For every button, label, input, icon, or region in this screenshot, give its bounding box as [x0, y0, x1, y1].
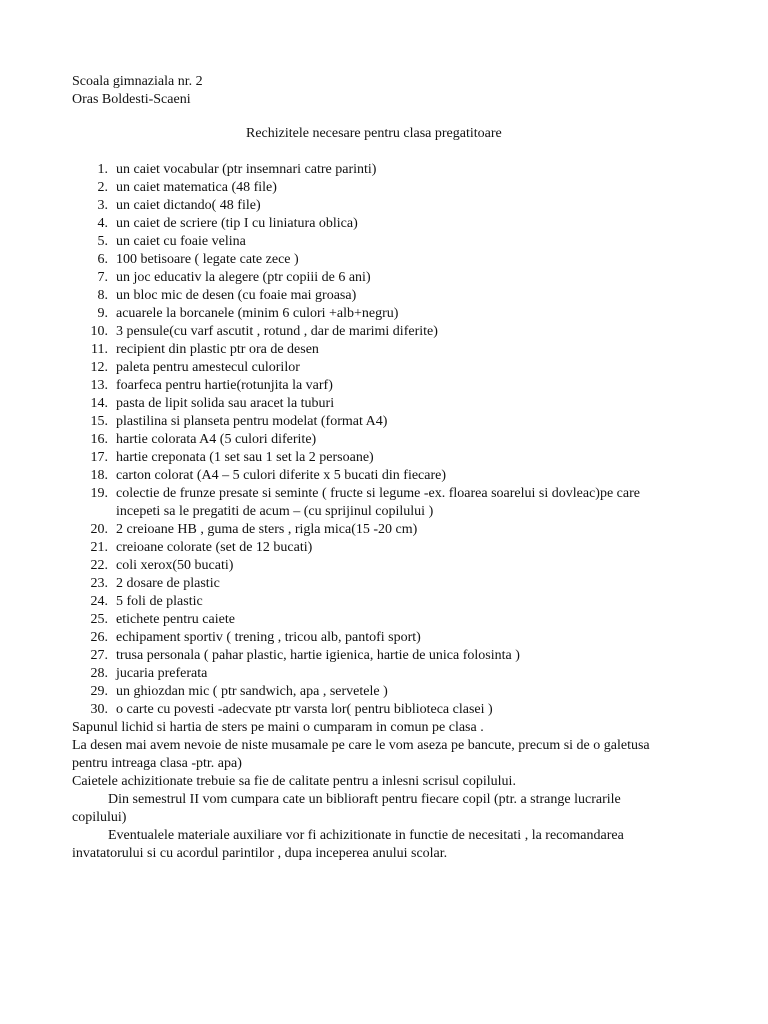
- list-item-text: trusa personala ( pahar plastic, hartie igienica, hartie de unica folosinta ): [116, 648, 520, 663]
- list-item-text: 2 dosare de plastic: [116, 576, 220, 591]
- list-item-number: 9.: [97, 306, 108, 321]
- list-item-number: 11.: [91, 342, 108, 357]
- list-item: [72, 269, 712, 287]
- note-soap: Sapunul lichid si hartia de sters pe maini o cumparam in comun pe clasa .: [72, 720, 484, 735]
- list-item: [72, 197, 712, 215]
- list-item: [72, 233, 712, 251]
- list-item-number: 30.: [90, 702, 108, 717]
- list-item-text: jucaria preferata: [116, 666, 208, 681]
- list-item-text: 100 betisoare ( legate cate zece ): [116, 252, 299, 267]
- list-item-number: 19.: [90, 486, 108, 501]
- list-item: [72, 665, 712, 683]
- list-item-number: 17.: [90, 450, 108, 465]
- list-item: [72, 287, 712, 305]
- list-item: [72, 251, 712, 269]
- notes-section: [72, 719, 712, 863]
- list-item-text: un joc educativ la alegere (ptr copiii de 6 ani): [116, 270, 371, 285]
- list-item-text: 3 pensule(cu varf ascutit , rotund , dar de marimi diferite): [116, 324, 438, 339]
- list-item: [72, 611, 712, 629]
- note-drawing-line-2: pentru intreaga clasa -ptr. apa): [72, 756, 242, 771]
- list-item-text: un ghiozdan mic ( ptr sandwich, apa , servetele ): [116, 684, 388, 699]
- list-item-number: 21.: [90, 540, 108, 555]
- list-item-number: 10.: [90, 324, 108, 339]
- list-item: [72, 395, 712, 413]
- document-page: [72, 73, 712, 863]
- note-notebooks: Caietele achizitionate trebuie sa fie de calitate pentru a inlesni scrisul copilului.: [72, 774, 516, 789]
- list-item: [72, 539, 712, 557]
- list-item-number: 25.: [90, 612, 108, 627]
- list-item-text: un caiet cu foaie velina: [116, 234, 246, 249]
- list-item-number: 7.: [97, 270, 108, 285]
- list-item-number: 23.: [90, 576, 108, 591]
- school-name: Scoala gimnaziala nr. 2: [72, 74, 203, 89]
- list-item-number: 15.: [90, 414, 108, 429]
- list-item-text: hartie colorata A4 (5 culori diferite): [116, 432, 317, 447]
- list-item-text: foarfeca pentru hartie(rotunjita la varf): [116, 378, 333, 393]
- list-item-number: 6.: [97, 252, 108, 267]
- note-semester-line-1: Din semestrul II vom cumpara cate un biblioraft pentru fiecare copil (ptr. a strange lucrarile: [108, 792, 621, 807]
- list-item: [72, 593, 712, 611]
- list-item-text: un caiet vocabular (ptr insemnari catre parinti): [116, 162, 377, 177]
- list-item-number: 20.: [90, 522, 108, 537]
- list-item-text: recipient din plastic ptr ora de desen: [116, 342, 319, 357]
- list-item: [72, 647, 712, 665]
- list-item-number: 28.: [90, 666, 108, 681]
- list-item-number: 18.: [90, 468, 108, 483]
- list-item-number: 16.: [90, 432, 108, 447]
- list-item-number: 2.: [97, 180, 108, 195]
- list-item: [72, 359, 712, 377]
- list-item: [72, 683, 712, 701]
- list-item: [72, 305, 712, 323]
- list-item-number: 14.: [90, 396, 108, 411]
- list-item: [72, 323, 712, 341]
- list-item-number: 8.: [97, 288, 108, 303]
- list-item-text: coli xerox(50 bucati): [116, 558, 234, 573]
- list-item: [72, 161, 712, 179]
- list-item: [72, 485, 712, 521]
- list-item: [72, 341, 712, 359]
- list-item-text: un bloc mic de desen (cu foaie mai groasa): [116, 288, 357, 303]
- list-item-text: 5 foli de plastic: [116, 594, 203, 609]
- list-item: [72, 629, 712, 647]
- list-item-text: etichete pentru caiete: [116, 612, 235, 627]
- list-item-number: 5.: [97, 234, 108, 249]
- list-item-text: colectie de frunze presate si seminte ( fructe si legume -ex. floarea soarelui si dovleac)pe care: [116, 486, 640, 501]
- list-item-text: creioane colorate (set de 12 bucati): [116, 540, 313, 555]
- list-item-number: 3.: [97, 198, 108, 213]
- list-item-text: pasta de lipit solida sau aracet la tuburi: [116, 396, 335, 411]
- note-semester-line-2: copilului): [72, 810, 127, 825]
- list-item-number: 4.: [97, 216, 108, 231]
- list-item-number: 27.: [90, 648, 108, 663]
- list-item-number: 13.: [90, 378, 108, 393]
- list-item-text: o carte cu povesti -adecvate ptr varsta lor( pentru biblioteca clasei ): [116, 702, 493, 717]
- list-item-number: 29.: [90, 684, 108, 699]
- list-item-text: 2 creioane HB , guma de sters , rigla mica(15 -20 cm): [116, 522, 418, 537]
- note-auxiliary-line-2: invatatorului si cu acordul parintilor , dupa inceperea anului scolar.: [72, 846, 448, 861]
- note-drawing-line-1: La desen mai avem nevoie de niste musamale pe care le vom aseza pe bancute, precum si de o galetusa: [72, 738, 650, 753]
- list-item: [72, 377, 712, 395]
- list-item-number: 24.: [90, 594, 108, 609]
- city-name: Oras Boldesti-Scaeni: [72, 92, 191, 107]
- list-item-text: hartie creponata (1 set sau 1 set la 2 persoane): [116, 450, 374, 465]
- list-item-number: 12.: [90, 360, 108, 375]
- supplies-list: [72, 161, 712, 719]
- list-item-text: paleta pentru amestecul culorilor: [116, 360, 300, 375]
- list-item: [72, 449, 712, 467]
- list-item-text: acuarele la borcanele (minim 6 culori +alb+negru): [116, 306, 399, 321]
- list-item-number: 1.: [97, 162, 108, 177]
- list-item: [72, 575, 712, 593]
- list-item-continuation: incepeti sa le pregatiti de acum – (cu sprijinul copilului ): [116, 504, 434, 519]
- list-item: [72, 701, 712, 719]
- list-item-number: 22.: [90, 558, 108, 573]
- list-item-text: un caiet dictando( 48 file): [116, 198, 261, 213]
- document-title: Rechizitele necesare pentru clasa pregatitoare: [246, 126, 502, 141]
- list-item-text: echipament sportiv ( trening , tricou alb, pantofi sport): [116, 630, 421, 645]
- list-item-text: un caiet de scriere (tip I cu liniatura oblica): [116, 216, 358, 231]
- list-item: [72, 557, 712, 575]
- list-item: [72, 413, 712, 431]
- note-auxiliary-line-1: Eventualele materiale auxiliare vor fi achizitionate in functie de necesitati , la recomandarea: [108, 828, 624, 843]
- list-item-text: un caiet matematica (48 file): [116, 180, 277, 195]
- list-item-number: 26.: [90, 630, 108, 645]
- list-item: [72, 521, 712, 539]
- list-item-text: carton colorat (A4 – 5 culori diferite x 5 bucati din fiecare): [116, 468, 447, 483]
- list-item-text: plastilina si planseta pentru modelat (format A4): [116, 414, 388, 429]
- list-item: [72, 179, 712, 197]
- list-item: [72, 215, 712, 233]
- list-item: [72, 467, 712, 485]
- list-item: [72, 431, 712, 449]
